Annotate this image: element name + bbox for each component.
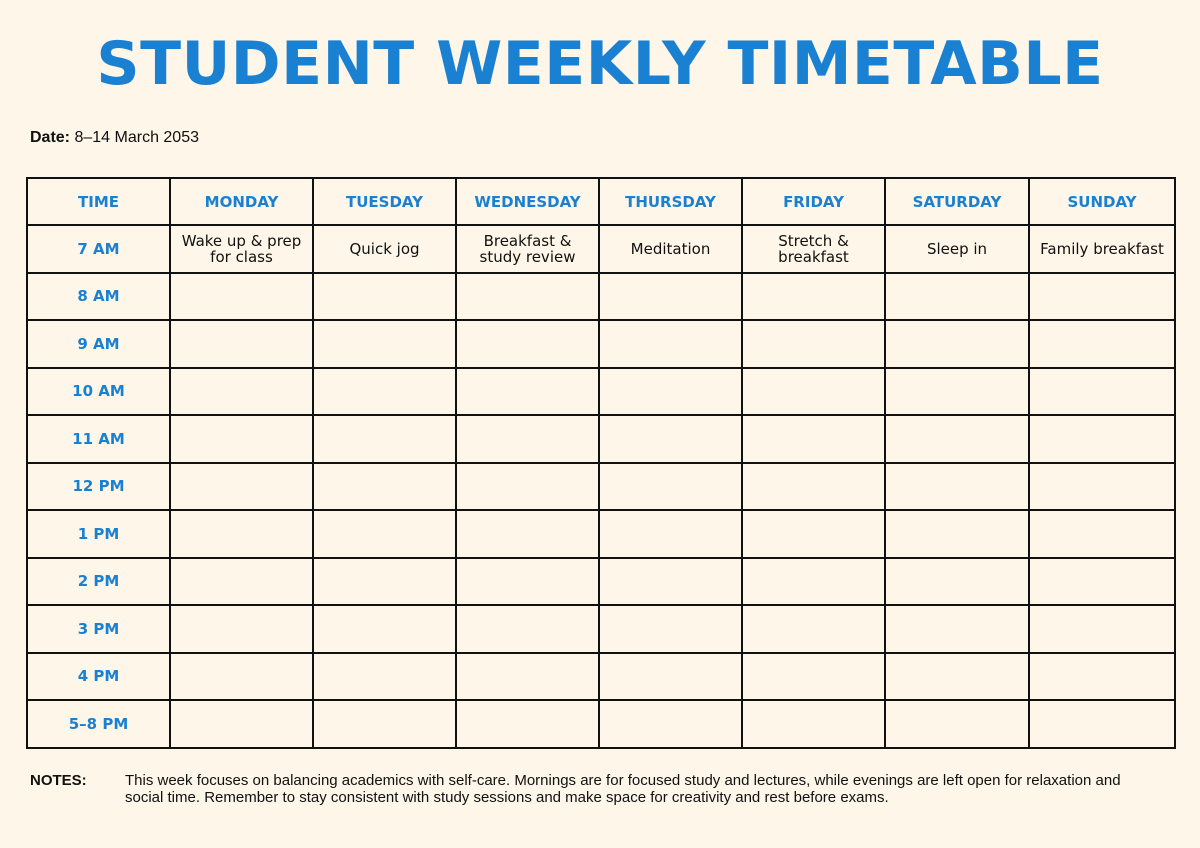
header-sunday: SUNDAY: [1029, 178, 1175, 225]
schedule-cell[interactable]: [313, 320, 456, 368]
schedule-cell[interactable]: [170, 510, 313, 558]
schedule-cell[interactable]: [599, 700, 742, 748]
schedule-cell[interactable]: Wake up & prep for class: [170, 225, 313, 273]
notes-label: NOTES:: [30, 772, 87, 789]
table-row: [27, 273, 1175, 321]
schedule-cell[interactable]: [456, 510, 599, 558]
schedule-cell[interactable]: [170, 320, 313, 368]
schedule-cell[interactable]: Meditation: [599, 225, 742, 273]
schedule-cell[interactable]: [456, 320, 599, 368]
schedule-cell[interactable]: [313, 558, 456, 606]
schedule-cell[interactable]: [742, 605, 885, 653]
time-cell: 5–8 PM: [27, 700, 170, 748]
schedule-cell[interactable]: [742, 273, 885, 321]
schedule-cell[interactable]: [885, 368, 1029, 416]
schedule-cell[interactable]: [599, 463, 742, 511]
schedule-cell[interactable]: [170, 700, 313, 748]
schedule-cell[interactable]: [599, 510, 742, 558]
schedule-cell[interactable]: [742, 558, 885, 606]
table-row: [27, 415, 1175, 463]
schedule-cell[interactable]: Breakfast & study review: [456, 225, 599, 273]
schedule-cell[interactable]: [599, 273, 742, 321]
schedule-cell[interactable]: Quick jog: [313, 225, 456, 273]
schedule-cell[interactable]: [456, 368, 599, 416]
date-line: [30, 128, 199, 148]
schedule-cell[interactable]: [313, 510, 456, 558]
time-cell: 2 PM: [27, 558, 170, 606]
schedule-cell[interactable]: [313, 653, 456, 701]
schedule-cell[interactable]: [885, 273, 1029, 321]
time-cell: 12 PM: [27, 463, 170, 511]
time-cell: 11 AM: [27, 415, 170, 463]
time-cell: 8 AM: [27, 273, 170, 321]
header-friday: FRIDAY: [742, 178, 885, 225]
schedule-cell[interactable]: Stretch & breakfast: [742, 225, 885, 273]
time-cell: 4 PM: [27, 653, 170, 701]
schedule-cell[interactable]: [313, 273, 456, 321]
schedule-cell[interactable]: [313, 605, 456, 653]
schedule-cell[interactable]: [885, 510, 1029, 558]
header-wednesday: WEDNESDAY: [456, 178, 599, 225]
time-cell: 1 PM: [27, 510, 170, 558]
schedule-cell[interactable]: [885, 320, 1029, 368]
schedule-cell[interactable]: [456, 605, 599, 653]
date-label: Date:: [30, 129, 71, 146]
table-row: [27, 558, 1175, 606]
schedule-cell[interactable]: [170, 605, 313, 653]
schedule-cell[interactable]: [456, 273, 599, 321]
date-value: 8–14 March 2053: [74, 129, 199, 146]
schedule-cell[interactable]: [742, 415, 885, 463]
notes-section: [30, 772, 1160, 806]
schedule-cell[interactable]: [1029, 653, 1175, 701]
schedule-cell[interactable]: [456, 463, 599, 511]
schedule-cell[interactable]: [885, 700, 1029, 748]
schedule-cell[interactable]: [313, 368, 456, 416]
schedule-cell[interactable]: [742, 700, 885, 748]
table-row: [27, 510, 1175, 558]
notes-text: This week focuses on balancing academics with self-care. Mornings are for focused study and lectures, while evenings are left open for relaxation and social time. Remember to stay consistent with study sessions and make space for creativity and rest before exams.: [125, 772, 1121, 806]
schedule-cell[interactable]: [456, 558, 599, 606]
schedule-cell[interactable]: Sleep in: [885, 225, 1029, 273]
schedule-cell[interactable]: [1029, 463, 1175, 511]
schedule-cell[interactable]: [885, 463, 1029, 511]
table-row: [27, 368, 1175, 416]
schedule-cell[interactable]: [170, 558, 313, 606]
table-row: [27, 700, 1175, 748]
timetable-body: [27, 225, 1175, 748]
schedule-cell[interactable]: [170, 415, 313, 463]
schedule-cell[interactable]: [885, 558, 1029, 606]
timetable: [26, 177, 1176, 749]
header-row: [27, 178, 1175, 225]
schedule-cell[interactable]: [742, 653, 885, 701]
header-saturday: SATURDAY: [885, 178, 1029, 225]
table-row: [27, 225, 1175, 273]
schedule-cell[interactable]: [742, 510, 885, 558]
page-title: STUDENT WEEKLY TIMETABLE: [96, 29, 1104, 99]
schedule-cell[interactable]: [599, 653, 742, 701]
time-cell: 10 AM: [27, 368, 170, 416]
schedule-cell[interactable]: [742, 463, 885, 511]
schedule-cell[interactable]: [1029, 605, 1175, 653]
schedule-cell[interactable]: [170, 463, 313, 511]
schedule-cell[interactable]: [1029, 558, 1175, 606]
schedule-cell[interactable]: [313, 463, 456, 511]
schedule-cell[interactable]: [456, 415, 599, 463]
time-cell: 7 AM: [27, 225, 170, 273]
schedule-cell[interactable]: [742, 320, 885, 368]
schedule-cell[interactable]: [742, 368, 885, 416]
schedule-cell[interactable]: [170, 368, 313, 416]
header-tuesday: TUESDAY: [313, 178, 456, 225]
table-row: [27, 653, 1175, 701]
schedule-cell[interactable]: [1029, 700, 1175, 748]
schedule-cell[interactable]: [885, 653, 1029, 701]
schedule-cell[interactable]: [885, 605, 1029, 653]
schedule-cell[interactable]: [456, 700, 599, 748]
schedule-cell[interactable]: [599, 558, 742, 606]
schedule-cell[interactable]: [885, 415, 1029, 463]
schedule-cell[interactable]: [1029, 415, 1175, 463]
schedule-cell[interactable]: [1029, 368, 1175, 416]
schedule-cell[interactable]: [599, 368, 742, 416]
time-cell: 9 AM: [27, 320, 170, 368]
schedule-cell[interactable]: Family breakfast: [1029, 225, 1175, 273]
schedule-cell[interactable]: [456, 653, 599, 701]
header-thursday: THURSDAY: [599, 178, 742, 225]
table-row: [27, 320, 1175, 368]
schedule-cell[interactable]: [1029, 510, 1175, 558]
schedule-cell[interactable]: [170, 273, 313, 321]
schedule-cell[interactable]: [313, 415, 456, 463]
schedule-cell[interactable]: [599, 605, 742, 653]
schedule-cell[interactable]: [313, 700, 456, 748]
schedule-cell[interactable]: [1029, 273, 1175, 321]
schedule-cell[interactable]: [170, 653, 313, 701]
table-row: [27, 463, 1175, 511]
schedule-cell[interactable]: [599, 415, 742, 463]
header-monday: MONDAY: [170, 178, 313, 225]
header-time: TIME: [27, 178, 170, 225]
schedule-cell[interactable]: [599, 320, 742, 368]
schedule-cell[interactable]: [1029, 320, 1175, 368]
table-row: [27, 605, 1175, 653]
time-cell: 3 PM: [27, 605, 170, 653]
